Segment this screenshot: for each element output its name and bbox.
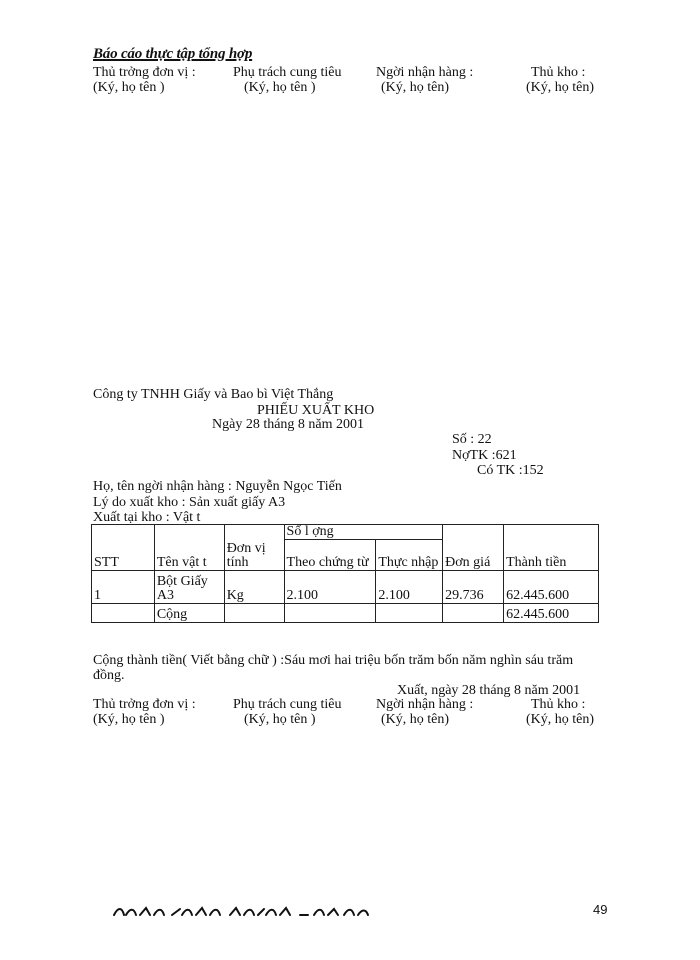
cell-amount: 62.445.600	[504, 571, 599, 604]
col-header-unit: Đơn vị tính	[224, 525, 284, 571]
credit-account: Có TK :152	[477, 463, 544, 478]
total-in-words: Cộng thành tiền( Viết bằng chữ ) :Sáu mơi hai triệu bốn trăm bốn năm nghìn sáu trăm đồng.	[93, 653, 574, 683]
voucher-number: Số : 22	[452, 432, 492, 447]
debit-account: NợTK :621	[452, 448, 517, 463]
signature-role: Thủ trởng đơn vị :	[93, 65, 196, 80]
voucher-title: PHIẾU XUẤT KHO	[257, 403, 375, 418]
col-header-stt: STT	[92, 525, 155, 571]
signature-note: (Ký, họ tên)	[381, 712, 450, 727]
col-header-qty-actual: Thực nhập	[376, 540, 443, 571]
signature-note: (Ký, họ tên )	[244, 712, 316, 727]
cell-unit: Kg	[224, 571, 284, 604]
cell-stt: 1	[92, 571, 155, 604]
items-table	[91, 524, 599, 623]
signature-note: (Ký, họ tên)	[526, 712, 595, 727]
signature-note: (Ký, họ tên)	[381, 80, 450, 95]
total-amount: 62.445.600	[504, 604, 599, 623]
cell-price: 29.736	[443, 571, 504, 604]
signature-role: Thủ kho :	[531, 65, 586, 80]
company-name: Công ty TNHH Giấy và Bao bì Việt Thắng	[93, 387, 334, 402]
report-header-title: Báo cáo thực tập tổng hợp	[93, 46, 253, 62]
signature-role: Phụ trách cung tiêu	[233, 697, 342, 712]
signature-role: Ngời nhận hàng :	[376, 697, 474, 712]
signature-block-bottom	[0, 698, 700, 732]
signature-role: Phụ trách cung tiêu	[233, 65, 342, 80]
issue-date: Xuất, ngày 28 tháng 8 năm 2001	[397, 683, 581, 698]
signature-role: Thủ trởng đơn vị :	[93, 697, 196, 712]
table-total-row	[92, 604, 599, 623]
receiver-line: Họ, tên ngời nhận hàng : Nguyễn Ngọc Tiến	[93, 479, 342, 494]
voucher-date: Ngày 28 tháng 8 năm 2001	[212, 417, 365, 432]
warehouse-line: Xuất tại kho : Vật t	[93, 510, 201, 525]
signature-note: (Ký, họ tên )	[93, 712, 165, 727]
signature-note: (Ký, họ tên)	[526, 80, 595, 95]
footer-school-logo	[112, 903, 370, 919]
cell-qty-doc: 2.100	[284, 571, 376, 604]
cell-name: Bột Giấy A3	[154, 571, 224, 604]
signature-role: Thủ kho :	[531, 697, 586, 712]
signature-block-top	[0, 66, 700, 100]
table-header-row	[92, 525, 599, 540]
col-header-quantity: Số l ợng	[284, 525, 443, 540]
col-header-name: Tên vật t	[154, 525, 224, 571]
reason-line: Lý do xuất kho : Sản xuất giấy A3	[93, 495, 286, 510]
col-header-amount: Thành tiền	[504, 525, 599, 571]
cell-qty-actual: 2.100	[376, 571, 443, 604]
signature-note: (Ký, họ tên )	[93, 80, 165, 95]
col-header-price: Đơn giá	[443, 525, 504, 571]
table-row	[92, 571, 599, 604]
total-label: Cộng	[154, 604, 224, 623]
signature-role: Ngời nhận hàng :	[376, 65, 474, 80]
signature-note: (Ký, họ tên )	[244, 80, 316, 95]
col-header-qty-doc: Theo chứng từ	[284, 540, 376, 571]
page-number: 49	[593, 902, 608, 917]
